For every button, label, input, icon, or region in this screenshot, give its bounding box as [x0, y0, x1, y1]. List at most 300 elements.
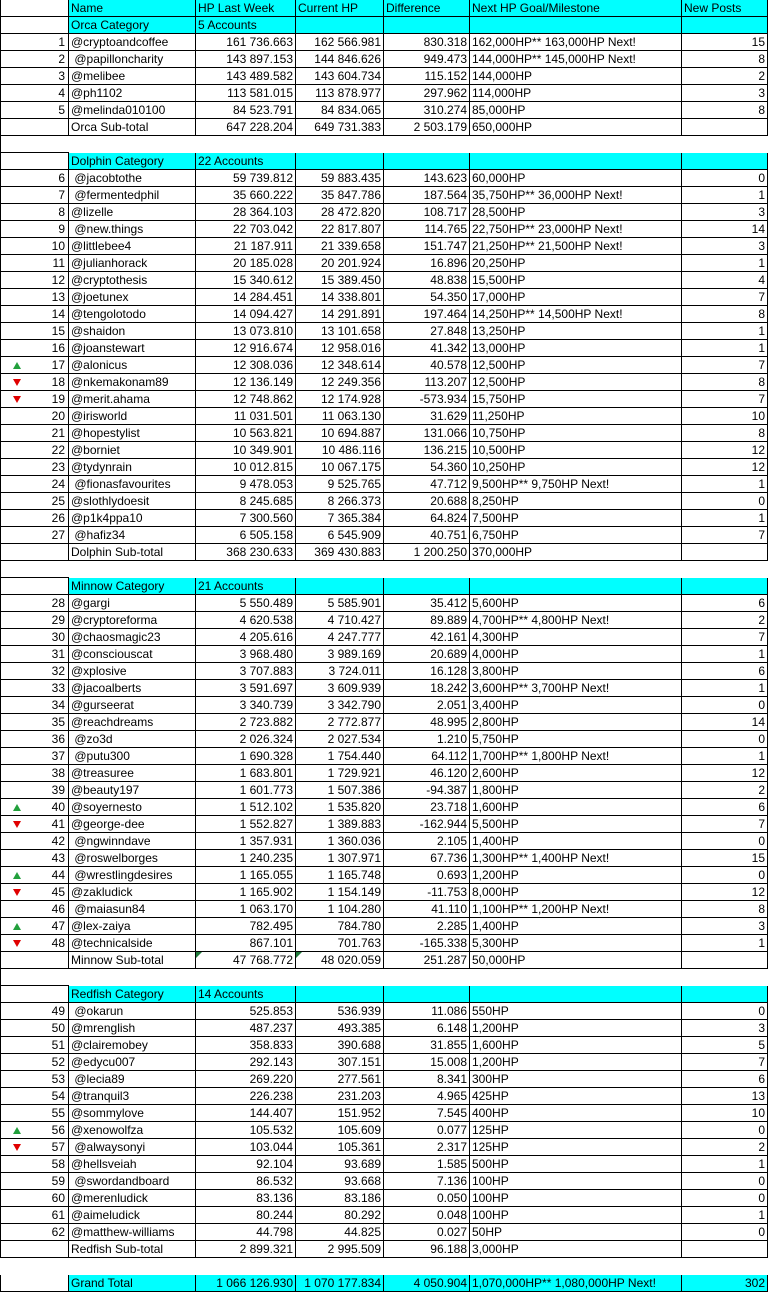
difference-cell[interactable]: 108.717: [384, 204, 470, 221]
hp-last-week-cell[interactable]: 84 523.791: [196, 102, 296, 119]
hp-last-week-cell[interactable]: 14 094.427: [196, 306, 296, 323]
current-hp-cell[interactable]: 4 247.777: [296, 629, 384, 646]
new-posts-cell[interactable]: 7: [682, 816, 768, 833]
new-posts-cell[interactable]: 7: [682, 629, 768, 646]
current-hp-cell[interactable]: 11 063.130: [296, 408, 384, 425]
next-goal-cell[interactable]: 3,800HP: [470, 663, 682, 680]
new-posts-cell[interactable]: 1: [682, 323, 768, 340]
difference-cell[interactable]: 40.578: [384, 357, 470, 374]
current-hp-cell[interactable]: 1 360.036: [296, 833, 384, 850]
difference-cell[interactable]: 6.148: [384, 1020, 470, 1037]
new-posts-cell[interactable]: 8: [682, 306, 768, 323]
account-name[interactable]: @lecia89: [69, 1071, 196, 1088]
new-posts-cell[interactable]: 7: [682, 289, 768, 306]
next-goal-cell[interactable]: 20,250HP: [470, 255, 682, 272]
hp-last-week-cell[interactable]: 1 165.902: [196, 884, 296, 901]
next-goal-cell[interactable]: 4,700HP** 4,800HP Next!: [470, 612, 682, 629]
account-name[interactable]: @irisworld: [69, 408, 196, 425]
hp-last-week-cell[interactable]: 12 916.674: [196, 340, 296, 357]
subtotal-label[interactable]: Dolphin Sub-total: [69, 544, 196, 561]
hp-last-week-cell[interactable]: 8 245.685: [196, 493, 296, 510]
category-account-count[interactable]: 21 Accounts: [196, 578, 296, 595]
account-name[interactable]: @julianhorack: [69, 255, 196, 272]
new-posts-cell[interactable]: 1: [682, 935, 768, 952]
header-current-hp[interactable]: Current HP: [296, 0, 384, 17]
next-goal-cell[interactable]: 1,400HP: [470, 833, 682, 850]
account-name[interactable]: @zakludick: [69, 884, 196, 901]
next-goal-cell[interactable]: 85,000HP: [470, 102, 682, 119]
current-hp-cell[interactable]: 44.825: [296, 1224, 384, 1241]
difference-cell[interactable]: 151.747: [384, 238, 470, 255]
current-hp-cell[interactable]: 13 101.658: [296, 323, 384, 340]
new-posts-cell[interactable]: 1: [682, 476, 768, 493]
new-posts-cell[interactable]: 1: [682, 646, 768, 663]
hp-last-week-cell[interactable]: 28 364.103: [196, 204, 296, 221]
category-header-cell[interactable]: [470, 986, 682, 1003]
account-name[interactable]: @aimeludick: [69, 1207, 196, 1224]
current-hp-cell[interactable]: 12 174.928: [296, 391, 384, 408]
subtotal-current-hp[interactable]: [296, 952, 384, 969]
current-hp-cell[interactable]: 93.668: [296, 1173, 384, 1190]
difference-cell[interactable]: -11.753: [384, 884, 470, 901]
current-hp-cell[interactable]: 3 609.939: [296, 680, 384, 697]
new-posts-cell[interactable]: 1: [682, 748, 768, 765]
subtotal-hp-last-week[interactable]: 647 228.204: [196, 119, 296, 136]
next-goal-cell[interactable]: 100HP: [470, 1173, 682, 1190]
new-posts-cell[interactable]: 10: [682, 1105, 768, 1122]
difference-cell[interactable]: 1.210: [384, 731, 470, 748]
difference-cell[interactable]: 7.545: [384, 1105, 470, 1122]
new-posts-cell[interactable]: 5: [682, 1037, 768, 1054]
account-name[interactable]: @joetunex: [69, 289, 196, 306]
hp-last-week-cell[interactable]: 1 357.931: [196, 833, 296, 850]
header-hp-last-week[interactable]: HP Last Week: [196, 0, 296, 17]
new-posts-cell[interactable]: 7: [682, 1054, 768, 1071]
subtotal-difference[interactable]: 2 503.179: [384, 119, 470, 136]
current-hp-cell[interactable]: 6 545.909: [296, 527, 384, 544]
category-header-cell[interactable]: [384, 578, 470, 595]
current-hp-cell[interactable]: 493.385: [296, 1020, 384, 1037]
next-goal-cell[interactable]: 300HP: [470, 1071, 682, 1088]
current-hp-cell[interactable]: 1 154.149: [296, 884, 384, 901]
difference-cell[interactable]: 4.965: [384, 1088, 470, 1105]
hp-last-week-cell[interactable]: 5 550.489: [196, 595, 296, 612]
hp-last-week-cell[interactable]: 144.407: [196, 1105, 296, 1122]
next-goal-cell[interactable]: 4,000HP: [470, 646, 682, 663]
next-goal-cell[interactable]: 3,400HP: [470, 697, 682, 714]
hp-last-week-cell[interactable]: 487.237: [196, 1020, 296, 1037]
new-posts-cell[interactable]: 6: [682, 1071, 768, 1088]
new-posts-cell[interactable]: 6: [682, 663, 768, 680]
hp-last-week-cell[interactable]: 1 683.801: [196, 765, 296, 782]
account-name[interactable]: @joanstewart: [69, 340, 196, 357]
difference-cell[interactable]: 31.629: [384, 408, 470, 425]
new-posts-cell[interactable]: 8: [682, 901, 768, 918]
current-hp-cell[interactable]: 143 604.734: [296, 68, 384, 85]
category-header-cell[interactable]: [682, 986, 768, 1003]
category-header-cell[interactable]: [296, 17, 384, 34]
category-header-cell[interactable]: [384, 986, 470, 1003]
next-goal-cell[interactable]: 13,250HP: [470, 323, 682, 340]
current-hp-cell[interactable]: 59 883.435: [296, 170, 384, 187]
hp-last-week-cell[interactable]: 782.495: [196, 918, 296, 935]
difference-cell[interactable]: 197.464: [384, 306, 470, 323]
subtotal-next-goal[interactable]: 370,000HP: [470, 544, 682, 561]
current-hp-cell[interactable]: 84 834.065: [296, 102, 384, 119]
difference-cell[interactable]: 41.110: [384, 901, 470, 918]
difference-cell[interactable]: 31.855: [384, 1037, 470, 1054]
current-hp-cell[interactable]: 3 989.169: [296, 646, 384, 663]
account-name[interactable]: @papilloncharity: [69, 51, 196, 68]
new-posts-cell[interactable]: 0: [682, 731, 768, 748]
new-posts-cell[interactable]: 0: [682, 833, 768, 850]
new-posts-cell[interactable]: 12: [682, 765, 768, 782]
category-header-cell[interactable]: [682, 153, 768, 170]
account-name[interactable]: @beauty197: [69, 782, 196, 799]
account-name[interactable]: @cryptoandcoffee: [69, 34, 196, 51]
hp-last-week-cell[interactable]: 21 187.911: [196, 238, 296, 255]
next-goal-cell[interactable]: 35,750HP** 36,000HP Next!: [470, 187, 682, 204]
next-goal-cell[interactable]: 5,300HP: [470, 935, 682, 952]
new-posts-cell[interactable]: 7: [682, 357, 768, 374]
next-goal-cell[interactable]: 1,300HP** 1,400HP Next!: [470, 850, 682, 867]
next-goal-cell[interactable]: 13,000HP: [470, 340, 682, 357]
current-hp-cell[interactable]: 1 754.440: [296, 748, 384, 765]
hp-last-week-cell[interactable]: 143 897.153: [196, 51, 296, 68]
account-name[interactable]: @consciouscat: [69, 646, 196, 663]
difference-cell[interactable]: 0.027: [384, 1224, 470, 1241]
category-header-cell[interactable]: [470, 578, 682, 595]
current-hp-cell[interactable]: 2 772.877: [296, 714, 384, 731]
next-goal-cell[interactable]: 22,750HP** 23,000HP Next!: [470, 221, 682, 238]
difference-cell[interactable]: 0.693: [384, 867, 470, 884]
account-name[interactable]: @okarun: [69, 1003, 196, 1020]
next-goal-cell[interactable]: 28,500HP: [470, 204, 682, 221]
current-hp-cell[interactable]: 151.952: [296, 1105, 384, 1122]
account-name[interactable]: @littlebee4: [69, 238, 196, 255]
new-posts-cell[interactable]: 3: [682, 1020, 768, 1037]
difference-cell[interactable]: 187.564: [384, 187, 470, 204]
subtotal-label[interactable]: Minnow Sub-total: [69, 952, 196, 969]
difference-cell[interactable]: 830.318: [384, 34, 470, 51]
current-hp-cell[interactable]: 7 365.384: [296, 510, 384, 527]
subtotal-difference[interactable]: 251.287: [384, 952, 470, 969]
account-name[interactable]: @nkemakonam89: [69, 374, 196, 391]
account-name[interactable]: @melibee: [69, 68, 196, 85]
new-posts-cell[interactable]: 15: [682, 850, 768, 867]
account-name[interactable]: @jacoalberts: [69, 680, 196, 697]
current-hp-cell[interactable]: 113 878.977: [296, 85, 384, 102]
account-name[interactable]: @chaosmagic23: [69, 629, 196, 646]
current-hp-cell[interactable]: 3 342.790: [296, 697, 384, 714]
difference-cell[interactable]: 16.128: [384, 663, 470, 680]
next-goal-cell[interactable]: 400HP: [470, 1105, 682, 1122]
header-next-goal[interactable]: Next HP Goal/Milestone: [470, 0, 682, 17]
next-goal-cell[interactable]: 6,750HP: [470, 527, 682, 544]
new-posts-cell[interactable]: 6: [682, 799, 768, 816]
header-name[interactable]: Name: [69, 0, 196, 17]
current-hp-cell[interactable]: 22 817.807: [296, 221, 384, 238]
difference-cell[interactable]: -165.338: [384, 935, 470, 952]
current-hp-cell[interactable]: 1 104.280: [296, 901, 384, 918]
grand-total-label[interactable]: Grand Total: [69, 1275, 196, 1292]
difference-cell[interactable]: 11.086: [384, 1003, 470, 1020]
account-name[interactable]: @matthew-williams: [69, 1224, 196, 1241]
next-goal-cell[interactable]: 12,500HP: [470, 374, 682, 391]
next-goal-cell[interactable]: 17,000HP: [470, 289, 682, 306]
current-hp-cell[interactable]: 1 389.883: [296, 816, 384, 833]
new-posts-cell[interactable]: 1: [682, 1207, 768, 1224]
current-hp-cell[interactable]: 20 201.924: [296, 255, 384, 272]
account-name[interactable]: @ngwinndave: [69, 833, 196, 850]
hp-last-week-cell[interactable]: 3 968.480: [196, 646, 296, 663]
difference-cell[interactable]: 48.995: [384, 714, 470, 731]
account-name[interactable]: @wrestlingdesires: [69, 867, 196, 884]
current-hp-cell[interactable]: 12 958.016: [296, 340, 384, 357]
account-name[interactable]: @p1k4ppa10: [69, 510, 196, 527]
difference-cell[interactable]: 48.838: [384, 272, 470, 289]
hp-last-week-cell[interactable]: 9 478.053: [196, 476, 296, 493]
new-posts-cell[interactable]: 1: [682, 1156, 768, 1173]
hp-last-week-cell[interactable]: 20 185.028: [196, 255, 296, 272]
new-posts-cell[interactable]: 6: [682, 595, 768, 612]
difference-cell[interactable]: -573.934: [384, 391, 470, 408]
next-goal-cell[interactable]: 2,800HP: [470, 714, 682, 731]
hp-last-week-cell[interactable]: 867.101: [196, 935, 296, 952]
account-name[interactable]: @lizelle: [69, 204, 196, 221]
new-posts-cell[interactable]: 8: [682, 102, 768, 119]
hp-last-week-cell[interactable]: 15 340.612: [196, 272, 296, 289]
current-hp-cell[interactable]: 1 535.820: [296, 799, 384, 816]
category-name[interactable]: Minnow Category: [69, 578, 196, 595]
current-hp-cell[interactable]: 5 585.901: [296, 595, 384, 612]
difference-cell[interactable]: 20.689: [384, 646, 470, 663]
next-goal-cell[interactable]: 1,600HP: [470, 799, 682, 816]
new-posts-cell[interactable]: 2: [682, 1139, 768, 1156]
next-goal-cell[interactable]: 100HP: [470, 1190, 682, 1207]
difference-cell[interactable]: 7.136: [384, 1173, 470, 1190]
account-name[interactable]: @tengolotodo: [69, 306, 196, 323]
account-name[interactable]: @sommylove: [69, 1105, 196, 1122]
difference-cell[interactable]: -94.387: [384, 782, 470, 799]
new-posts-cell[interactable]: 0: [682, 697, 768, 714]
difference-cell[interactable]: 41.342: [384, 340, 470, 357]
next-goal-cell[interactable]: 5,600HP: [470, 595, 682, 612]
new-posts-cell[interactable]: 0: [682, 1003, 768, 1020]
account-name[interactable]: @hafiz34: [69, 527, 196, 544]
difference-cell[interactable]: 114.765: [384, 221, 470, 238]
next-goal-cell[interactable]: 114,000HP: [470, 85, 682, 102]
new-posts-cell[interactable]: 15: [682, 34, 768, 51]
difference-cell[interactable]: 64.112: [384, 748, 470, 765]
new-posts-cell[interactable]: 0: [682, 867, 768, 884]
account-name[interactable]: @reachdreams: [69, 714, 196, 731]
next-goal-cell[interactable]: 4,300HP: [470, 629, 682, 646]
account-name[interactable]: @lex-zaiya: [69, 918, 196, 935]
current-hp-cell[interactable]: 10 486.116: [296, 442, 384, 459]
current-hp-cell[interactable]: 93.689: [296, 1156, 384, 1173]
category-header-cell[interactable]: [384, 153, 470, 170]
category-header-cell[interactable]: [682, 578, 768, 595]
category-account-count[interactable]: 22 Accounts: [196, 153, 296, 170]
current-hp-cell[interactable]: 277.561: [296, 1071, 384, 1088]
new-posts-cell[interactable]: 13: [682, 1088, 768, 1105]
account-name[interactable]: @maiasun84: [69, 901, 196, 918]
hp-last-week-cell[interactable]: 3 340.739: [196, 697, 296, 714]
subtotal-hp-last-week[interactable]: [196, 952, 296, 969]
category-header-cell[interactable]: [470, 17, 682, 34]
hp-last-week-cell[interactable]: 4 205.616: [196, 629, 296, 646]
difference-cell[interactable]: 2.317: [384, 1139, 470, 1156]
new-posts-cell[interactable]: 8: [682, 425, 768, 442]
next-goal-cell[interactable]: 5,500HP: [470, 816, 682, 833]
grand-total-difference[interactable]: 4 050.904: [384, 1275, 470, 1292]
account-name[interactable]: @alonicus: [69, 357, 196, 374]
next-goal-cell[interactable]: 14,250HP** 14,500HP Next!: [470, 306, 682, 323]
hp-last-week-cell[interactable]: 13 073.810: [196, 323, 296, 340]
category-header-cell[interactable]: [296, 986, 384, 1003]
current-hp-cell[interactable]: 10 694.887: [296, 425, 384, 442]
current-hp-cell[interactable]: 8 266.373: [296, 493, 384, 510]
new-posts-cell[interactable]: 8: [682, 51, 768, 68]
new-posts-cell[interactable]: 3: [682, 918, 768, 935]
difference-cell[interactable]: 310.274: [384, 102, 470, 119]
account-name[interactable]: @zo3d: [69, 731, 196, 748]
difference-cell[interactable]: 23.718: [384, 799, 470, 816]
category-name[interactable]: Redfish Category: [69, 986, 196, 1003]
subtotal-label[interactable]: Orca Sub-total: [69, 119, 196, 136]
next-goal-cell[interactable]: 5,750HP: [470, 731, 682, 748]
difference-cell[interactable]: 0.077: [384, 1122, 470, 1139]
hp-last-week-cell[interactable]: 80.244: [196, 1207, 296, 1224]
next-goal-cell[interactable]: 3,600HP** 3,700HP Next!: [470, 680, 682, 697]
difference-cell[interactable]: 18.242: [384, 680, 470, 697]
current-hp-cell[interactable]: 231.203: [296, 1088, 384, 1105]
new-posts-cell[interactable]: 1: [682, 680, 768, 697]
new-posts-cell[interactable]: 0: [682, 1173, 768, 1190]
account-name[interactable]: @gargi: [69, 595, 196, 612]
account-name[interactable]: @alwaysonyi: [69, 1139, 196, 1156]
hp-last-week-cell[interactable]: 44.798: [196, 1224, 296, 1241]
difference-cell[interactable]: 0.050: [384, 1190, 470, 1207]
subtotal-hp-last-week[interactable]: 2 899.321: [196, 1241, 296, 1258]
hp-last-week-cell[interactable]: 1 512.102: [196, 799, 296, 816]
hp-last-week-cell[interactable]: 12 308.036: [196, 357, 296, 374]
next-goal-cell[interactable]: 10,250HP: [470, 459, 682, 476]
new-posts-cell[interactable]: 7: [682, 391, 768, 408]
current-hp-cell[interactable]: 144 846.626: [296, 51, 384, 68]
hp-last-week-cell[interactable]: 3 591.697: [196, 680, 296, 697]
difference-cell[interactable]: 89.889: [384, 612, 470, 629]
next-goal-cell[interactable]: 1,200HP: [470, 1020, 682, 1037]
subtotal-new-posts[interactable]: [682, 119, 768, 136]
account-name[interactable]: @xplosive: [69, 663, 196, 680]
difference-cell[interactable]: 35.412: [384, 595, 470, 612]
hp-last-week-cell[interactable]: 10 563.821: [196, 425, 296, 442]
hp-last-week-cell[interactable]: 292.143: [196, 1054, 296, 1071]
current-hp-cell[interactable]: 21 339.658: [296, 238, 384, 255]
new-posts-cell[interactable]: 2: [682, 782, 768, 799]
subtotal-difference[interactable]: 96.188: [384, 1241, 470, 1258]
new-posts-cell[interactable]: 3: [682, 85, 768, 102]
header-difference[interactable]: Difference: [384, 0, 470, 17]
subtotal-current-hp[interactable]: 649 731.383: [296, 119, 384, 136]
account-name[interactable]: @technicalside: [69, 935, 196, 952]
current-hp-cell[interactable]: 3 724.011: [296, 663, 384, 680]
account-name[interactable]: @ph1102: [69, 85, 196, 102]
account-name[interactable]: @jacobtothe: [69, 170, 196, 187]
difference-cell[interactable]: 949.473: [384, 51, 470, 68]
new-posts-cell[interactable]: 1: [682, 187, 768, 204]
account-name[interactable]: @merit.ahama: [69, 391, 196, 408]
hp-last-week-cell[interactable]: 2 026.324: [196, 731, 296, 748]
next-goal-cell[interactable]: 10,500HP: [470, 442, 682, 459]
difference-cell[interactable]: 136.215: [384, 442, 470, 459]
subtotal-current-hp[interactable]: 2 995.509: [296, 1241, 384, 1258]
category-account-count[interactable]: 14 Accounts: [196, 986, 296, 1003]
account-name[interactable]: @treasuree: [69, 765, 196, 782]
new-posts-cell[interactable]: 12: [682, 442, 768, 459]
account-name[interactable]: @clairemobey: [69, 1037, 196, 1054]
next-goal-cell[interactable]: 50HP: [470, 1224, 682, 1241]
hp-last-week-cell[interactable]: 226.238: [196, 1088, 296, 1105]
next-goal-cell[interactable]: 425HP: [470, 1088, 682, 1105]
current-hp-cell[interactable]: 12 249.356: [296, 374, 384, 391]
next-goal-cell[interactable]: 9,500HP** 9,750HP Next!: [470, 476, 682, 493]
difference-cell[interactable]: 42.161: [384, 629, 470, 646]
current-hp-cell[interactable]: 1 307.971: [296, 850, 384, 867]
difference-cell[interactable]: 67.736: [384, 850, 470, 867]
current-hp-cell[interactable]: 784.780: [296, 918, 384, 935]
difference-cell[interactable]: 2.051: [384, 697, 470, 714]
hp-last-week-cell[interactable]: 59 739.812: [196, 170, 296, 187]
current-hp-cell[interactable]: 80.292: [296, 1207, 384, 1224]
next-goal-cell[interactable]: 1,200HP: [470, 867, 682, 884]
current-hp-cell[interactable]: 35 847.786: [296, 187, 384, 204]
next-goal-cell[interactable]: 60,000HP: [470, 170, 682, 187]
hp-last-week-cell[interactable]: 1 601.773: [196, 782, 296, 799]
hp-last-week-cell[interactable]: 11 031.501: [196, 408, 296, 425]
next-goal-cell[interactable]: 500HP: [470, 1156, 682, 1173]
next-goal-cell[interactable]: 11,250HP: [470, 408, 682, 425]
subtotal-next-goal[interactable]: 650,000HP: [470, 119, 682, 136]
subtotal-new-posts[interactable]: [682, 1241, 768, 1258]
hp-last-week-cell[interactable]: 1 063.170: [196, 901, 296, 918]
subtotal-hp-last-week[interactable]: 368 230.633: [196, 544, 296, 561]
category-name[interactable]: Dolphin Category: [69, 153, 196, 170]
new-posts-cell[interactable]: 2: [682, 68, 768, 85]
current-hp-cell[interactable]: 14 338.801: [296, 289, 384, 306]
grand-total-goal[interactable]: 1,070,000HP** 1,080,000HP Next!: [470, 1275, 682, 1292]
current-hp-cell[interactable]: 105.361: [296, 1139, 384, 1156]
next-goal-cell[interactable]: 12,500HP: [470, 357, 682, 374]
difference-cell[interactable]: 46.120: [384, 765, 470, 782]
new-posts-cell[interactable]: 4: [682, 272, 768, 289]
difference-cell[interactable]: 54.360: [384, 459, 470, 476]
next-goal-cell[interactable]: 144,000HP: [470, 68, 682, 85]
new-posts-cell[interactable]: 1: [682, 340, 768, 357]
next-goal-cell[interactable]: 1,200HP: [470, 1054, 682, 1071]
difference-cell[interactable]: 16.896: [384, 255, 470, 272]
current-hp-cell[interactable]: 12 348.614: [296, 357, 384, 374]
next-goal-cell[interactable]: 125HP: [470, 1139, 682, 1156]
current-hp-cell[interactable]: 4 710.427: [296, 612, 384, 629]
next-goal-cell[interactable]: 162,000HP** 163,000HP Next!: [470, 34, 682, 51]
account-name[interactable]: @new.things: [69, 221, 196, 238]
current-hp-cell[interactable]: 1 729.921: [296, 765, 384, 782]
next-goal-cell[interactable]: 21,250HP** 21,500HP Next!: [470, 238, 682, 255]
current-hp-cell[interactable]: 307.151: [296, 1054, 384, 1071]
